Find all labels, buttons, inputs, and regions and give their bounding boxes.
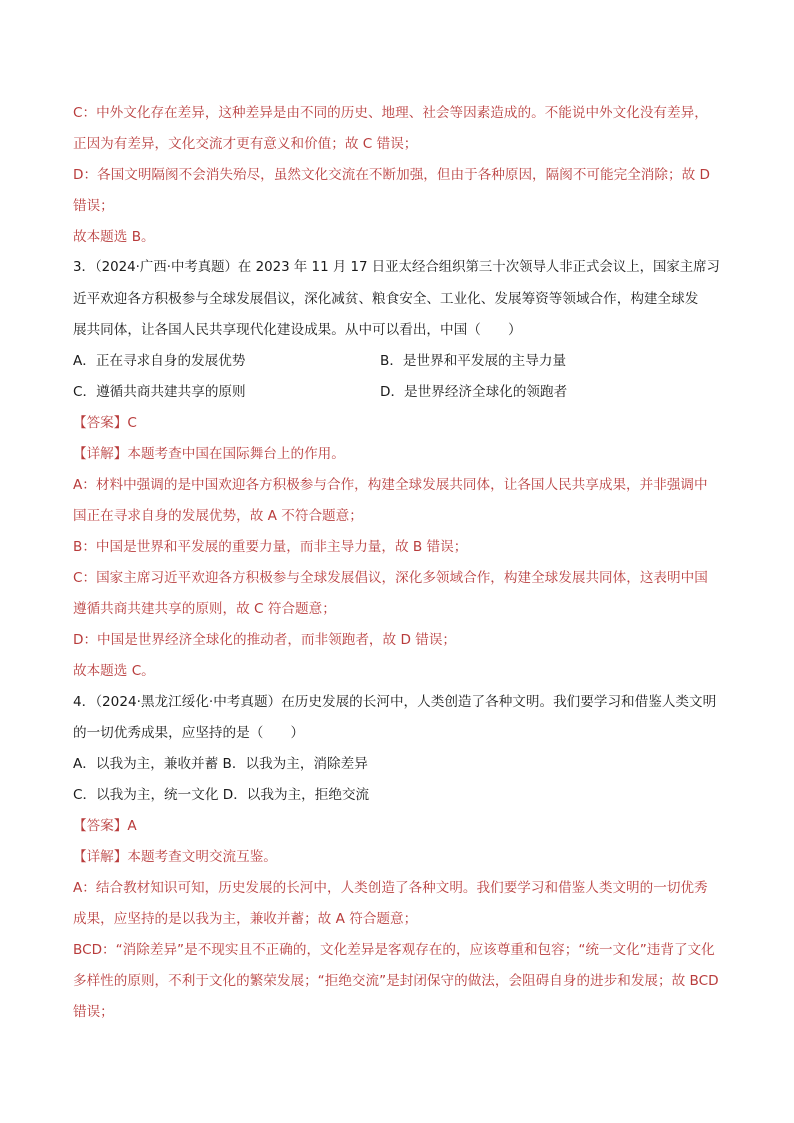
q4-explanation-bcd-line3: 错误；: [73, 1004, 114, 1020]
q3-stem-line2: 近平欢迎各方积极参与全球发展倡议，深化减贫、粮食安全、工业化、发展筹资等领域合作，构建全球发: [73, 291, 699, 307]
q4-explanation-bcd-line2: 多样性的原则，不利于文化的繁荣发展；“拒绝交流”是封闭保守的做法，会阻碍自身的进步和发展；故 BCD: [73, 973, 719, 989]
q4-explanation-a-line2: 成果，应坚持的是以我为主，兼收并蓄；故 A 符合题意；: [73, 911, 418, 927]
q3-stem-line1: 3．（2024·广西·中考真题）在 2023 年 11 月 17 日亚太经合组织第三十次领导人非正式会议上，国家主席习: [73, 260, 720, 275]
q3-explanation-c-line1: C：国家主席习近平欢迎各方积极参与全球发展倡议，深化多领域合作，构建全球发展共同体，这表明中国: [73, 570, 708, 586]
q4-stem-line2: 的一切优秀成果，应坚持的是（ ）: [73, 725, 305, 741]
q3-explanation-a-line2: 国正在寻求自身的发展优势，故 A 不符合题意；: [73, 508, 363, 524]
q2-explanation-c-line2: 正因为有差异，文化交流才更有意义和价值；故 C 错误；: [73, 136, 418, 152]
q3-explanation-d: D：中国是世界经济全球化的推动者，而非领跑者，故 D 错误；: [73, 632, 457, 648]
q3-option-c: C．遵循共商共建共享的原则: [73, 384, 246, 400]
q4-explanation-a-line1: A：结合教材知识可知，历史发展的长河中，人类创造了各种文明。我们要学习和借鉴人类文明的一切优秀: [73, 880, 708, 896]
q3-answer: 【答案】C: [73, 415, 137, 431]
q4-answer: 【答案】A: [73, 818, 137, 834]
q3-explanation-b: B：中国是世界和平发展的重要力量，而非主导力量，故 B 错误；: [73, 539, 468, 555]
q3-option-d: D．是世界经济全球化的领跑者: [380, 384, 568, 400]
q3-explanation-c-line2: 遵循共商共建共享的原则，故 C 符合题意；: [73, 601, 336, 617]
q3-explanation-a-line1: A：材料中强调的是中国欢迎各方积极参与合作，构建全球发展共同体，让各国人民共享成果，并非强调中: [73, 477, 708, 493]
q4-options-line1: A．以我为主，兼收并蓄 B．以我为主，消除差异: [73, 756, 368, 772]
q4-explanation-bcd-line1: BCD：“消除差异”是不现实且不正确的，文化差异是客观存在的，应该尊重和包容；“统一文化”违背了文化: [73, 942, 715, 958]
q3-detail-intro: 【详解】本题考查中国在国际舞台上的作用。: [73, 446, 345, 462]
q4-options-line2: C．以我为主，统一文化 D．以我为主，拒绝交流: [73, 787, 370, 803]
q2-explanation-d-line2: 错误；: [73, 198, 114, 214]
q2-explanation-c-line1: C：中外文化存在差异，这种差异是由不同的历史、地理、社会等因素造成的。不能说中外文化没有差异，: [73, 105, 708, 121]
q4-detail-intro: 【详解】本题考查文明交流互鉴。: [73, 849, 277, 865]
q2-explanation-d-line1: D：各国文明隔阂不会消失殆尽，虽然文化交流在不断加强，但由于各种原因，隔阂不可能完全消除；故 D: [73, 167, 710, 183]
q4-stem-line1: 4．（2024·黑龙江绥化·中考真题）在历史发展的长河中，人类创造了各种文明。我们要学习和借鉴人类文明: [73, 694, 717, 710]
q3-option-b: B．是世界和平发展的主导力量: [380, 353, 567, 369]
q3-option-a: A．正在寻求自身的发展优势: [73, 353, 246, 369]
q3-stem-line3: 展共同体，让各国人民共享现代化建设成果。从中可以看出，中国（ ）: [73, 322, 522, 338]
q3-conclusion: 故本题选 C。: [73, 663, 155, 679]
q2-conclusion: 故本题选 B。: [73, 229, 155, 245]
